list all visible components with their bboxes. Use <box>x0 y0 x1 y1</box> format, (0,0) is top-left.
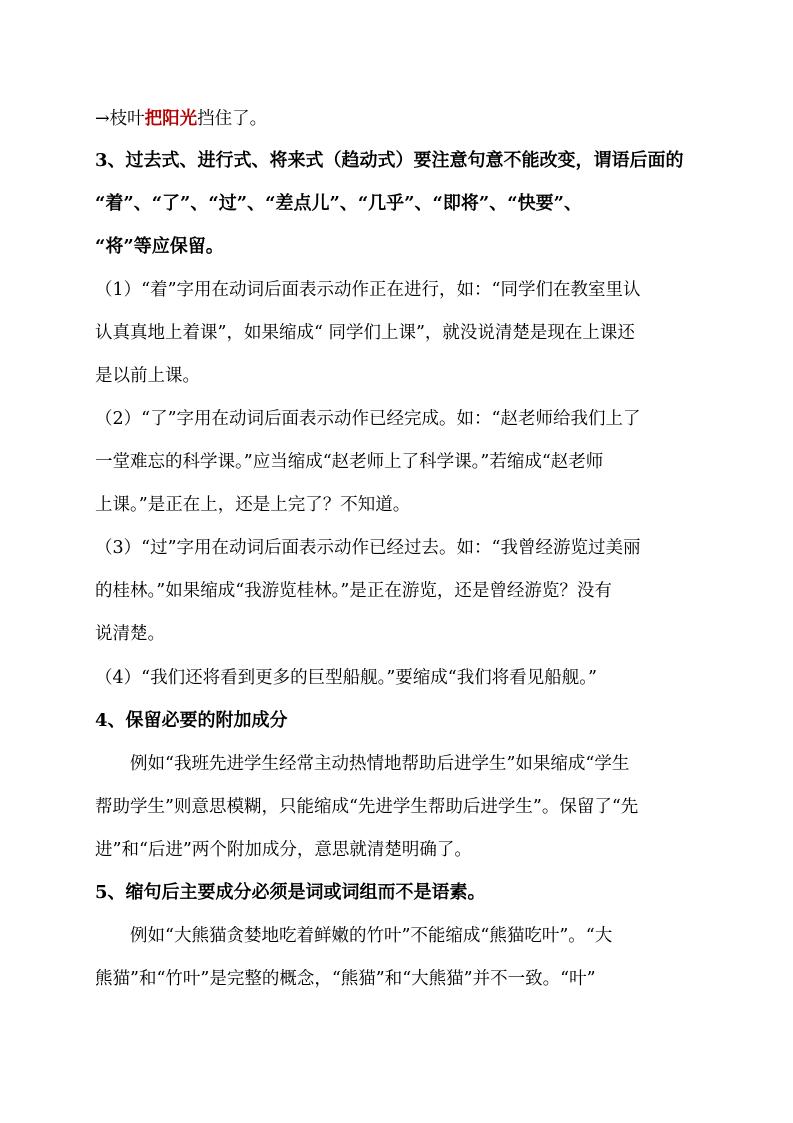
paragraph-line: （3）“过”字用在动词后面表示动作已经过去。如：“我曾经游览过美丽 <box>95 538 641 558</box>
text-span: →枝叶 <box>95 109 145 129</box>
paragraph-line: （2）“了”字用在动词后面表示动作已经完成。如：“赵老师给我们上了 <box>95 409 641 429</box>
paragraph-line: 说清楚。 <box>95 624 165 644</box>
paragraph-line: 帮助学生”则意思模糊，只能缩成“先进学生帮助后进学生”。保留了“先 <box>95 797 639 817</box>
line-arrow-example <box>95 108 267 130</box>
paragraph-line: 一堂难忘的科学课。”应当缩成“赵老师上了科学课。”若缩成“赵老师 <box>95 452 604 472</box>
section-heading-5: 5、缩句后主要成分必须是词或词组而不是语素。 <box>95 882 486 903</box>
paragraph-line: 进”和“后进”两个附加成分，意思就清楚明确了。 <box>95 840 472 860</box>
paragraph-line: 是以前上课。 <box>95 366 200 386</box>
paragraph-line: 上课。”是正在上，还是上完了？不知道。 <box>95 495 411 515</box>
paragraph-line: 例如“我班先进学生经常主动热情地帮助后进学生”如果缩成“学生 <box>130 754 630 774</box>
text-span: 挡住了。 <box>197 109 268 129</box>
paragraph-line: （1）“着”字用在动词后面表示动作正在进行，如：“同学们在教室里认 <box>95 280 641 300</box>
section-heading-3-cont: “将”等应保留。 <box>95 236 224 257</box>
paragraph-line: （4）“我们还将看到更多的巨型船舰。”要缩成“我们将看见船舰。” <box>95 668 597 688</box>
paragraph-line: 熊猫”和“竹叶”是完整的概念，“熊猫”和“大熊猫”并不一致。“叶” <box>95 969 596 989</box>
paragraph-line: 例如“大熊猫贪婪地吃着鲜嫩的竹叶”不能缩成“熊猫吃叶”。“大 <box>130 926 613 946</box>
paragraph-line: 认真真地上着课”，如果缩成“ 同学们上课”，就没说清楚是现在上课还 <box>95 323 635 343</box>
section-heading-3: 3、过去式、进行式、将来式（趋动式）要注意句意不能改变，谓语后面的 <box>95 150 684 171</box>
section-heading-3-cont: “着”、“了”、“过”、“差点儿”、“几乎”、“即将”、“快要”、 <box>95 193 582 214</box>
paragraph-line: 的桂林。”如果缩成“我游览桂林。”是正在游览，还是曾经游览？没有 <box>95 581 612 601</box>
highlighted-phrase: 把阳光 <box>144 109 198 129</box>
section-heading-4: 4、保留必要的附加成分 <box>95 710 288 731</box>
